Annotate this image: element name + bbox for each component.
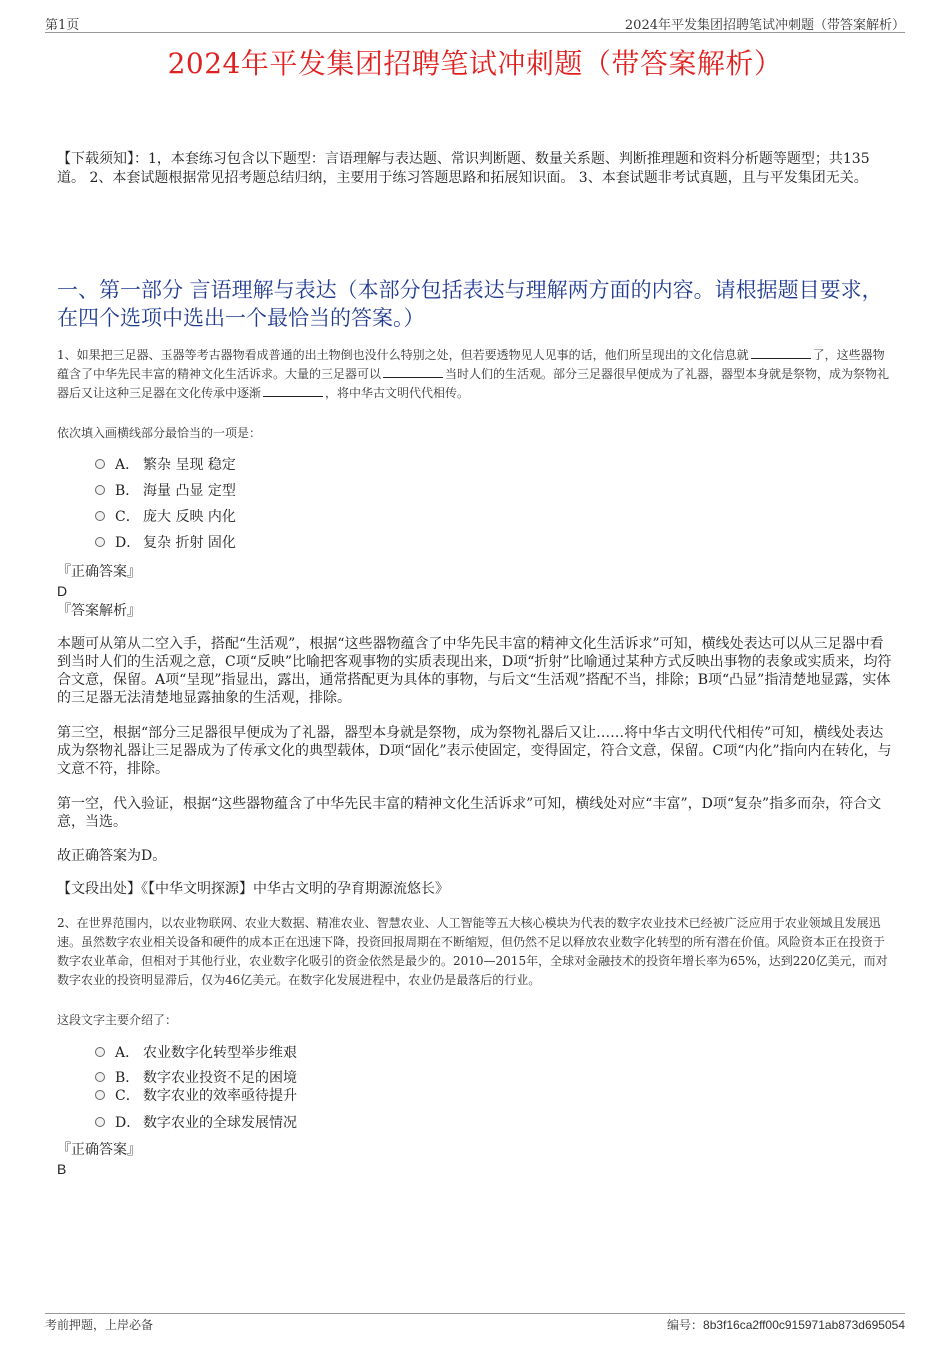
- doc-title: 2024年平发集团招聘笔试冲刺题（带答案解析）: [167, 47, 783, 80]
- answer-label: 『正确答案』: [57, 564, 141, 580]
- question-1-text: 1、如果把三足器、玉器等考古器物看成普通的出土物倒也没什么特别之处，但若要透物见人见事的话，他们所呈现出的文化信息就 了，这些器物蕴含了中华先民丰富的精神文化生活诉求。大量的三足器可以 当时人们的生活观。部分三足器很早便成为了礼器，器型本身就是祭物，成为祭物礼器后又让这种三足器在文化传承中逐渐 ，将中华古文明代代相传。: [57, 348, 890, 400]
- footer-slogan: 考前押题，上岸必备: [45, 1318, 154, 1332]
- answer-value: D: [57, 583, 68, 599]
- question-2-options: [95, 1040, 297, 1136]
- question-2-prompt: 这段文字主要介绍了：: [57, 1013, 178, 1027]
- option-a[interactable]: A． 繁杂 呈现 稳定: [95, 452, 236, 478]
- analysis-conclusion: 故正确答案为D。: [57, 848, 167, 864]
- page-number: 第1页: [45, 18, 80, 33]
- footer-doc-id: 编号：8b3f16ca2ff00c915971ab873d695054: [667, 1318, 905, 1332]
- question-1-options: [95, 452, 236, 556]
- analysis-paragraph: 本题可从第从二空入手，搭配“生活观”，根据“这些器物蕴含了中华先民丰富的精神文化生活诉求”可知，横线处表达可以从三足器中看到当时人们的生活观之意，C项“反映”比喻把客观事物的实质表现出来，D项“折射”比喻通过某种方式反映出事物的表象或实质来，均符合文意，保留。A项“呈现”指显出，露出，通常搭配更为具体的事物，与后文“生活观”搭配不当，排除；B项“凸显”指清楚地显露，实体的三足器无法清楚地显露抽象的生活观，排除。: [57, 636, 892, 706]
- analysis-paragraph: 第三空，根据“部分三足器很早便成为了礼器，器型本身就是祭物，成为祭物礼器后又让……将中华古文明代代相传”可知，横线处表达成为祭物礼器让三足器成为了传承文化的典型载体，D项“固化”表示使固定，变得固定，符合文意，保留。C项“内化”指向内在转化，与文意不符，排除。: [57, 725, 892, 777]
- option-a[interactable]: A． 农业数字化转型举步维艰: [95, 1040, 297, 1066]
- answer-value: B: [57, 1161, 67, 1177]
- radio-button[interactable]: [95, 1117, 105, 1127]
- download-notice: 【下载须知】：1，本套练习包含以下题型：言语理解与表达题、常识判断题、数量关系题、判断推理题和资料分析题等题型；共135道。 2、本套试题根据常见招考题总结归纳，主要用于练习答题思路和拓展知识面。 3、本套试题非考试真题，且与平发集团无关。: [57, 151, 870, 186]
- option-d[interactable]: D． 复杂 折射 固化: [95, 530, 236, 556]
- question-1-prompt: 依次填入画横线部分最恰当的一项是：: [57, 426, 262, 440]
- page-footer: [45, 1313, 905, 1332]
- option-d[interactable]: D． 数字农业的全球发展情况: [95, 1110, 297, 1136]
- question-2-text: 2、在世界范围内，以农业物联网、农业大数据、精准农业、智慧农业、人工智能等五大核心模块为代表的数字农业技术已经被广泛应用于农业领域且发展迅速。虽然数字农业相关设备和硬件的成本正在迅速下降，投资回报周期在不断缩短，但仍然不足以释放农业数字化转型的所有潜在价值。风险资本正在投资于数字农业革命，但相对于其他行业，农业数字化吸引的资金依然是最少的。2010—2015年，全球对金融技术的投资年增长率为65%，达到220亿美元，而对数字农业的投资明显滞后，仅为46亿美元。在数字化发展进程中，农业仍是最落后的行业。: [57, 916, 888, 987]
- option-c[interactable]: C． 数字农业的效率亟待提升: [95, 1086, 297, 1110]
- option-b[interactable]: B． 海量 凸显 定型: [95, 478, 236, 504]
- radio-button[interactable]: [95, 511, 105, 521]
- fill-blank: [263, 384, 323, 397]
- analysis-label: 『答案解析』: [57, 603, 141, 619]
- radio-button[interactable]: [95, 1090, 105, 1100]
- option-c[interactable]: C． 庞大 反映 内化: [95, 504, 236, 530]
- analysis-paragraph: 第一空，代入验证，根据“这些器物蕴含了中华先民丰富的精神文化生活诉求”可知，横线处对应“丰富”，D项“复杂”指多而杂，符合文意，当选。: [57, 796, 882, 830]
- page-header: [45, 14, 905, 33]
- radio-button[interactable]: [95, 485, 105, 495]
- fill-blank: [751, 346, 811, 359]
- source-citation: 【文段出处】《【中华文明探源】中华古文明的孕育期源流悠长》: [57, 881, 449, 897]
- section-heading: 一、第一部分 言语理解与表达（本部分包括表达与理解两方面的内容。请根据题目要求，在四个选项中选出一个最恰当的答案。）: [57, 278, 883, 330]
- answer-label: 『正确答案』: [57, 1142, 141, 1158]
- radio-button[interactable]: [95, 1047, 105, 1057]
- radio-button[interactable]: [95, 459, 105, 469]
- radio-button[interactable]: [95, 1072, 105, 1082]
- option-b[interactable]: B． 数字农业投资不足的困境: [95, 1066, 297, 1086]
- header-doc-name: 2024年平发集团招聘笔试冲刺题（带答案解析）: [624, 18, 905, 33]
- fill-blank: [383, 365, 443, 378]
- radio-button[interactable]: [95, 537, 105, 547]
